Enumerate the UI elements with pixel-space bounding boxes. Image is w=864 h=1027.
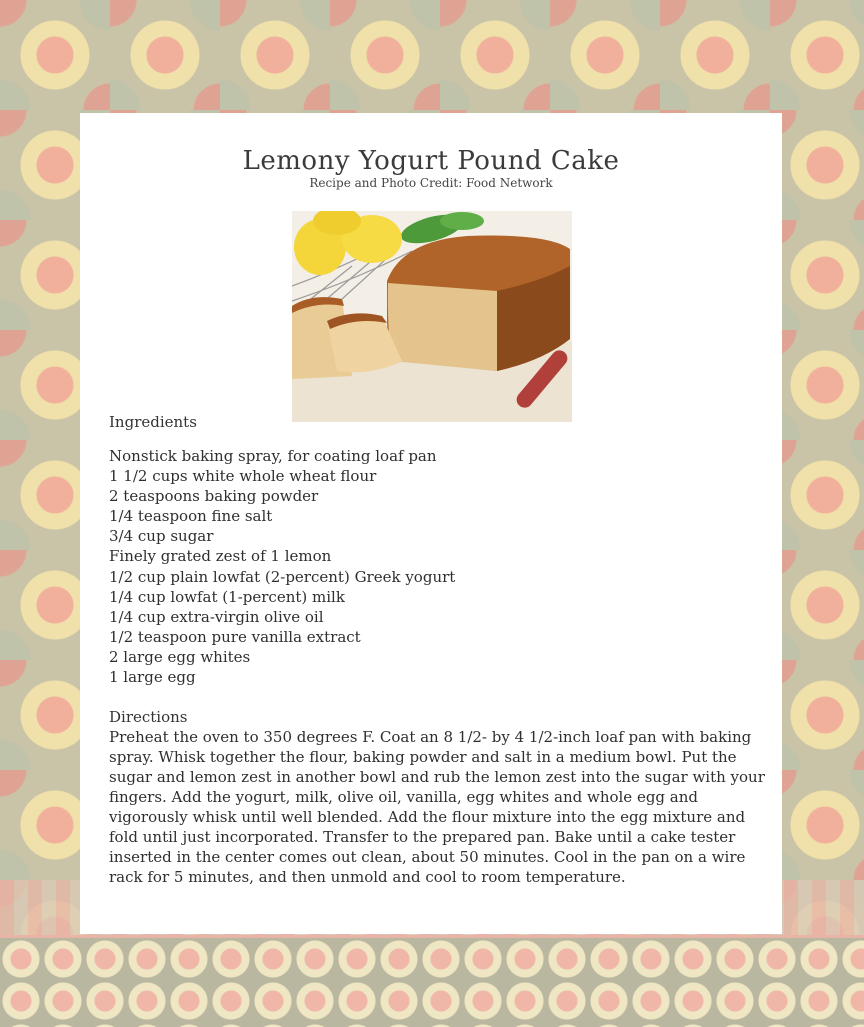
ingredient-item: 1/4 cup lowfat (1-percent) milk [109,587,345,606]
cake-photo-illustration [292,211,572,422]
recipe-title: Lemony Yogurt Pound Cake [242,146,620,176]
ingredient-item: 1/4 teaspoon fine salt [109,507,273,526]
ingredient-list [109,446,455,687]
ingredient-item: 2 teaspoons baking powder [109,487,319,506]
ingredients-heading: Ingredients [109,413,197,431]
ingredient-item: 1 1/2 cups white whole wheat flour [109,467,377,486]
recipe-card [80,113,782,934]
cake-photo [292,211,572,422]
ingredient-item: Nonstick baking spray, for coating loaf pan [109,447,437,465]
ingredient-item: 1/2 teaspoon pure vanilla extract [109,627,361,646]
ingredient-item: 1 large egg [109,668,196,687]
ingredient-item: 2 large egg whites [109,647,251,666]
bottom-pattern-band [0,935,864,1027]
ingredient-item: 1/4 cup extra-virgin olive oil [109,607,324,626]
ingredient-item: 3/4 cup sugar [109,527,214,546]
recipe-credit: Recipe and Photo Credit: Food Network [309,176,553,190]
directions-text: Preheat the oven to 350 degrees F. Coat an 8 1/2- by 4 1/2-inch loaf pan with baking spray. Whisk together the flour, baking powder and salt in a medium bowl. Put the sugar and lemon zest in another bowl and rub the lemon zest into the sugar with your fingers. Add the yogurt, milk, olive oil, vanilla, egg whites and whole egg and vigorously whisk until well blended. Add the flour mixture into the egg mixture and fold until just incorporated. Transfer to the prepared pan. Bake until a cake tester inserted in the center comes out clean, about 50 minutes. Cool in the pan on a wire rack for 5 minutes, and then unmold and cool to room temperature. [109,728,765,886]
ingredient-item: 1/2 cup plain lowfat (2-percent) Greek yogurt [109,567,456,586]
directions-heading: Directions [109,708,188,726]
ingredient-item: Finely grated zest of 1 lemon [109,547,332,566]
